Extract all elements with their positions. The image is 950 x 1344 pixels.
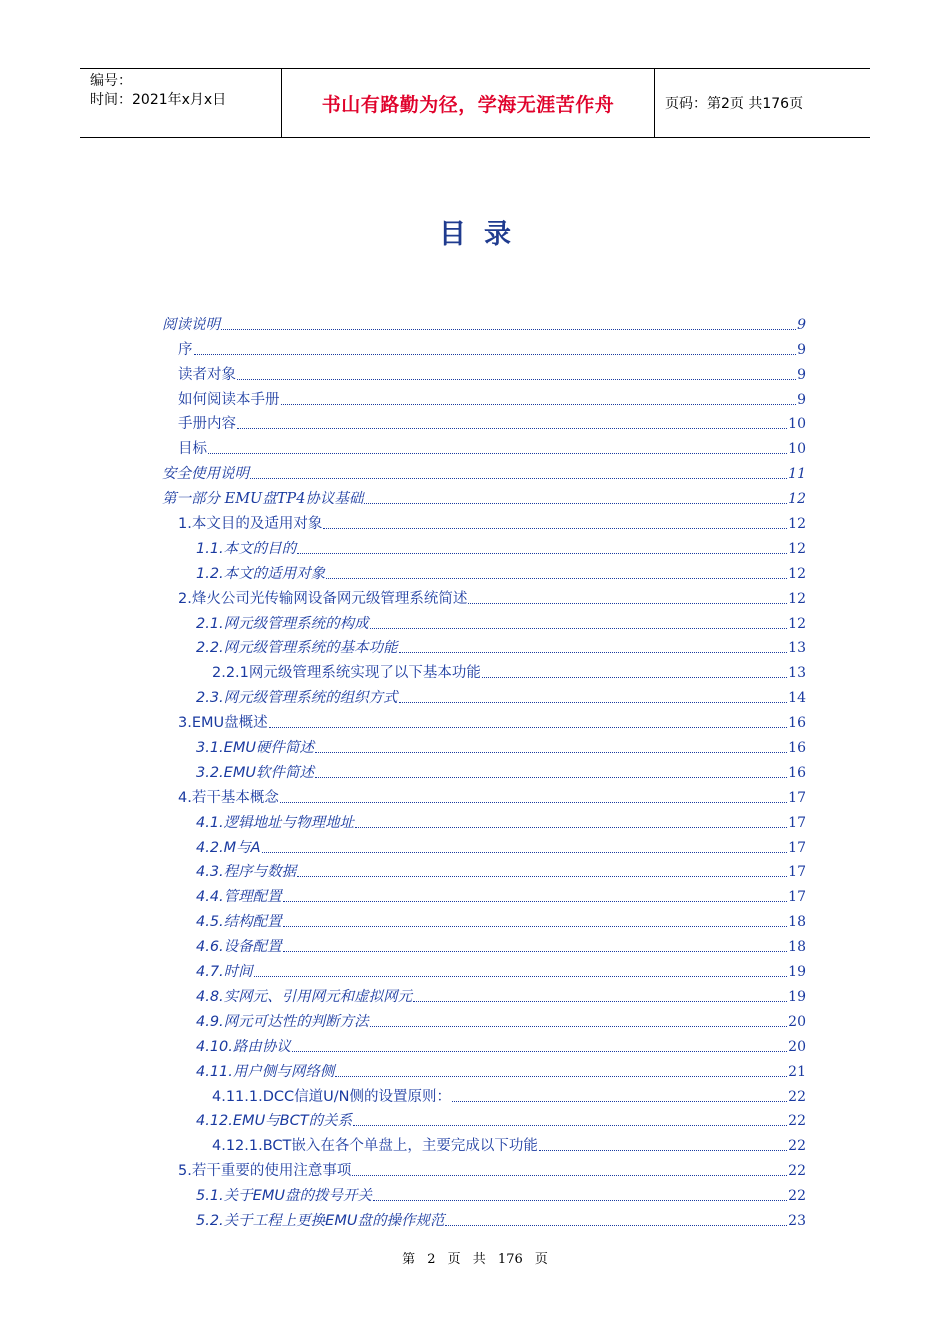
toc-entry-page: 17 — [788, 889, 806, 906]
toc-entry-page: 17 — [788, 814, 806, 831]
toc-entry-label: 4.11.用户侧与网络侧 — [196, 1063, 335, 1080]
toc-title: 目录 — [439, 219, 529, 250]
toc-entry-label: 4.12.EMU与BCT的关系 — [196, 1113, 353, 1130]
toc-entry-page: 17 — [788, 789, 806, 806]
toc-entry-page: 20 — [788, 1013, 806, 1030]
toc-entry-label: 3.2.EMU软件简述 — [196, 764, 314, 781]
toc-entry-page: 9 — [797, 391, 806, 408]
toc-entry-label: 3.EMU盘概述 — [178, 715, 268, 732]
toc-dot-leader — [352, 1174, 787, 1176]
toc-dot-leader — [221, 328, 796, 330]
toc-entry[interactable] — [162, 757, 806, 782]
toc-entry-label: 2.烽火公司光传输网设备网元级管理系统简述 — [178, 590, 468, 607]
header-left-cell — [80, 69, 281, 137]
toc-entry-page: 18 — [788, 914, 806, 931]
toc-dot-leader — [482, 676, 787, 678]
toc-entry[interactable] — [162, 608, 806, 633]
toc-entry-page: 12 — [788, 491, 806, 508]
toc-entry-page: 21 — [788, 1063, 806, 1080]
toc-entry-label: 4.8.实网元、引用网元和虚拟网元 — [196, 988, 413, 1005]
toc-dot-leader — [269, 726, 788, 728]
toc-entry-page: 14 — [788, 690, 806, 707]
toc-dot-leader — [280, 801, 787, 803]
table-of-contents — [162, 309, 806, 1230]
toc-dot-leader — [355, 826, 787, 828]
toc-entry-label: 4.3.程序与数据 — [196, 864, 297, 881]
toc-entry[interactable] — [162, 707, 806, 732]
toc-dot-leader — [468, 602, 787, 604]
number-label: 编号： — [90, 73, 132, 89]
toc-entry-label: 如何阅读本手册 — [178, 391, 280, 408]
toc-dot-leader — [297, 552, 787, 554]
toc-entry-label: 4.1.逻辑地址与物理地址 — [196, 814, 355, 831]
toc-entry-label: 2.2.网元级管理系统的基本功能 — [196, 640, 398, 657]
toc-dot-leader — [254, 975, 788, 977]
toc-entry[interactable] — [162, 359, 806, 384]
toc-dot-leader — [399, 651, 788, 653]
toc-entry-label: 阅读说明 — [162, 316, 220, 333]
toc-entry-label: 1.1.本文的目的 — [196, 540, 297, 557]
toc-entry-label: 4.7.时间 — [196, 964, 253, 981]
toc-entry-label: 4.12.1.BCT嵌入在各个单盘上，主要完成以下功能 — [212, 1138, 538, 1155]
toc-entry[interactable] — [162, 558, 806, 583]
toc-entry-page: 10 — [788, 416, 806, 433]
toc-entry[interactable] — [162, 906, 806, 931]
toc-dot-leader — [237, 427, 787, 429]
toc-entry[interactable] — [162, 384, 806, 409]
toc-entry-page: 17 — [788, 864, 806, 881]
toc-entry[interactable] — [162, 458, 806, 483]
toc-entry-label: 4.5.结构配置 — [196, 914, 282, 931]
toc-entry-page: 12 — [788, 516, 806, 533]
toc-entry[interactable] — [162, 1056, 806, 1081]
toc-entry[interactable] — [162, 633, 806, 658]
toc-entry-page: 9 — [797, 341, 806, 358]
toc-entry-label: 2.1.网元级管理系统的构成 — [196, 615, 369, 632]
toc-dot-leader — [370, 1025, 788, 1027]
toc-dot-leader — [283, 950, 788, 952]
toc-entry-label: 目标 — [178, 441, 207, 458]
toc-entry-page: 19 — [788, 988, 806, 1005]
toc-entry-page: 18 — [788, 939, 806, 956]
toc-entry-label: 4.9.网元可达性的判断方法 — [196, 1013, 369, 1030]
toc-dot-leader — [399, 701, 788, 703]
toc-entry-page: 16 — [788, 740, 806, 757]
toc-entry[interactable] — [162, 1205, 806, 1230]
toc-entry-page: 12 — [788, 615, 806, 632]
toc-entry[interactable] — [162, 583, 806, 608]
toc-entry[interactable] — [162, 1155, 806, 1180]
toc-dot-leader — [297, 875, 787, 877]
toc-entry-page: 13 — [788, 640, 806, 657]
toc-entry-page: 12 — [788, 540, 806, 557]
toc-entry-label: 5.若干重要的使用注意事项 — [178, 1163, 352, 1180]
page-header — [80, 68, 870, 138]
toc-entry[interactable] — [162, 309, 806, 334]
toc-entry-page: 16 — [788, 764, 806, 781]
toc-entry-page: 22 — [788, 1138, 806, 1155]
toc-dot-leader — [370, 627, 788, 629]
toc-dot-leader — [283, 925, 788, 927]
toc-dot-leader — [208, 452, 787, 454]
toc-entry[interactable] — [162, 657, 806, 682]
toc-entry-label: 安全使用说明 — [162, 466, 249, 483]
toc-dot-leader — [283, 900, 788, 902]
toc-entry-label: 读者对象 — [178, 366, 236, 383]
toc-entry[interactable] — [162, 409, 806, 434]
toc-entry-page: 12 — [788, 565, 806, 582]
toc-entry-label: 4.6.设备配置 — [196, 939, 282, 956]
toc-entry[interactable] — [162, 508, 806, 533]
toc-entry[interactable] — [162, 1006, 806, 1031]
toc-dot-leader — [413, 1000, 787, 1002]
toc-entry-page: 22 — [788, 1113, 806, 1130]
toc-dot-leader — [237, 378, 796, 380]
toc-entry-label: 序 — [178, 341, 193, 358]
toc-entry[interactable] — [162, 931, 806, 956]
page-footer: 第 2 页 共 176 页 — [402, 1252, 548, 1267]
toc-entry-page: 22 — [788, 1088, 806, 1105]
toc-entry-label: 2.2.1网元级管理系统实现了以下基本功能 — [212, 665, 481, 682]
toc-entry[interactable] — [162, 832, 806, 857]
toc-entry-label: 4.2.M与A — [196, 839, 261, 856]
toc-entry-label: 1.2.本文的适用对象 — [196, 565, 326, 582]
toc-dot-leader — [373, 1199, 787, 1201]
toc-entry[interactable] — [162, 1081, 806, 1106]
toc-dot-leader — [353, 1124, 787, 1126]
toc-dot-leader — [315, 751, 787, 753]
toc-entry[interactable] — [162, 857, 806, 882]
toc-entry-page: 13 — [788, 665, 806, 682]
toc-entry[interactable] — [162, 682, 806, 707]
toc-entry[interactable] — [162, 1031, 806, 1056]
toc-dot-leader — [194, 353, 797, 355]
toc-dot-leader — [452, 1100, 787, 1102]
toc-entry-page: 22 — [788, 1163, 806, 1180]
toc-entry-page: 9 — [797, 366, 806, 383]
toc-entry[interactable] — [162, 1106, 806, 1131]
toc-dot-leader — [445, 1224, 787, 1226]
toc-entry-label: 5.1.关于EMU盘的拨号开关 — [196, 1188, 372, 1205]
toc-entry[interactable] — [162, 981, 806, 1006]
toc-entry-page: 23 — [788, 1212, 806, 1229]
toc-dot-leader — [292, 1050, 787, 1052]
toc-entry[interactable] — [162, 433, 806, 458]
toc-entry-page: 12 — [788, 590, 806, 607]
toc-dot-leader — [335, 1075, 787, 1077]
header-motto: 书山有路勤为径，学海无涯苦作舟 — [281, 69, 655, 137]
toc-dot-leader — [262, 851, 788, 853]
toc-entry-label: 4.4.管理配置 — [196, 889, 282, 906]
date-label: 时间：2021年x月x日 — [90, 92, 227, 108]
toc-entry-page: 10 — [788, 441, 806, 458]
toc-entry[interactable] — [162, 881, 806, 906]
toc-entry-label: 第一部分 EMU盘TP4协议基础 — [162, 491, 364, 508]
toc-dot-leader — [539, 1149, 787, 1151]
toc-entry-label: 1.本文目的及适用对象 — [178, 516, 323, 533]
toc-entry[interactable] — [162, 1180, 806, 1205]
toc-entry-page: 20 — [788, 1038, 806, 1055]
toc-entry-label: 4.若干基本概念 — [178, 789, 279, 806]
toc-dot-leader — [326, 577, 787, 579]
toc-entry[interactable] — [162, 732, 806, 757]
toc-entry-label: 2.3.网元级管理系统的组织方式 — [196, 690, 398, 707]
toc-dot-leader — [364, 502, 787, 504]
toc-entry-label: 4.10.路由协议 — [196, 1038, 291, 1055]
toc-entry-label: 手册内容 — [178, 416, 236, 433]
header-page-info: 页码：第2页 共176页 — [665, 96, 804, 112]
toc-dot-leader — [323, 527, 787, 529]
toc-entry-page: 22 — [788, 1188, 806, 1205]
toc-entry[interactable] — [162, 533, 806, 558]
toc-entry[interactable] — [162, 782, 806, 807]
toc-entry-label: 3.1.EMU硬件简述 — [196, 740, 314, 757]
toc-entry[interactable] — [162, 483, 806, 508]
toc-entry-page: 16 — [788, 715, 806, 732]
toc-entry-page: 11 — [788, 466, 806, 483]
toc-entry[interactable] — [162, 334, 806, 359]
toc-dot-leader — [250, 477, 787, 479]
toc-entry-page: 9 — [797, 316, 806, 333]
toc-entry-page: 19 — [788, 964, 806, 981]
toc-dot-leader — [315, 776, 787, 778]
toc-dot-leader — [281, 403, 797, 405]
toc-entry-label: 5.2.关于工程上更换EMU盘的操作规范 — [196, 1212, 445, 1229]
toc-entry-label: 4.11.1.DCC信道U/N侧的设置原则： — [212, 1088, 451, 1105]
toc-entry-page: 17 — [788, 839, 806, 856]
toc-entry[interactable] — [162, 1130, 806, 1155]
toc-entry[interactable] — [162, 807, 806, 832]
toc-entry[interactable] — [162, 956, 806, 981]
